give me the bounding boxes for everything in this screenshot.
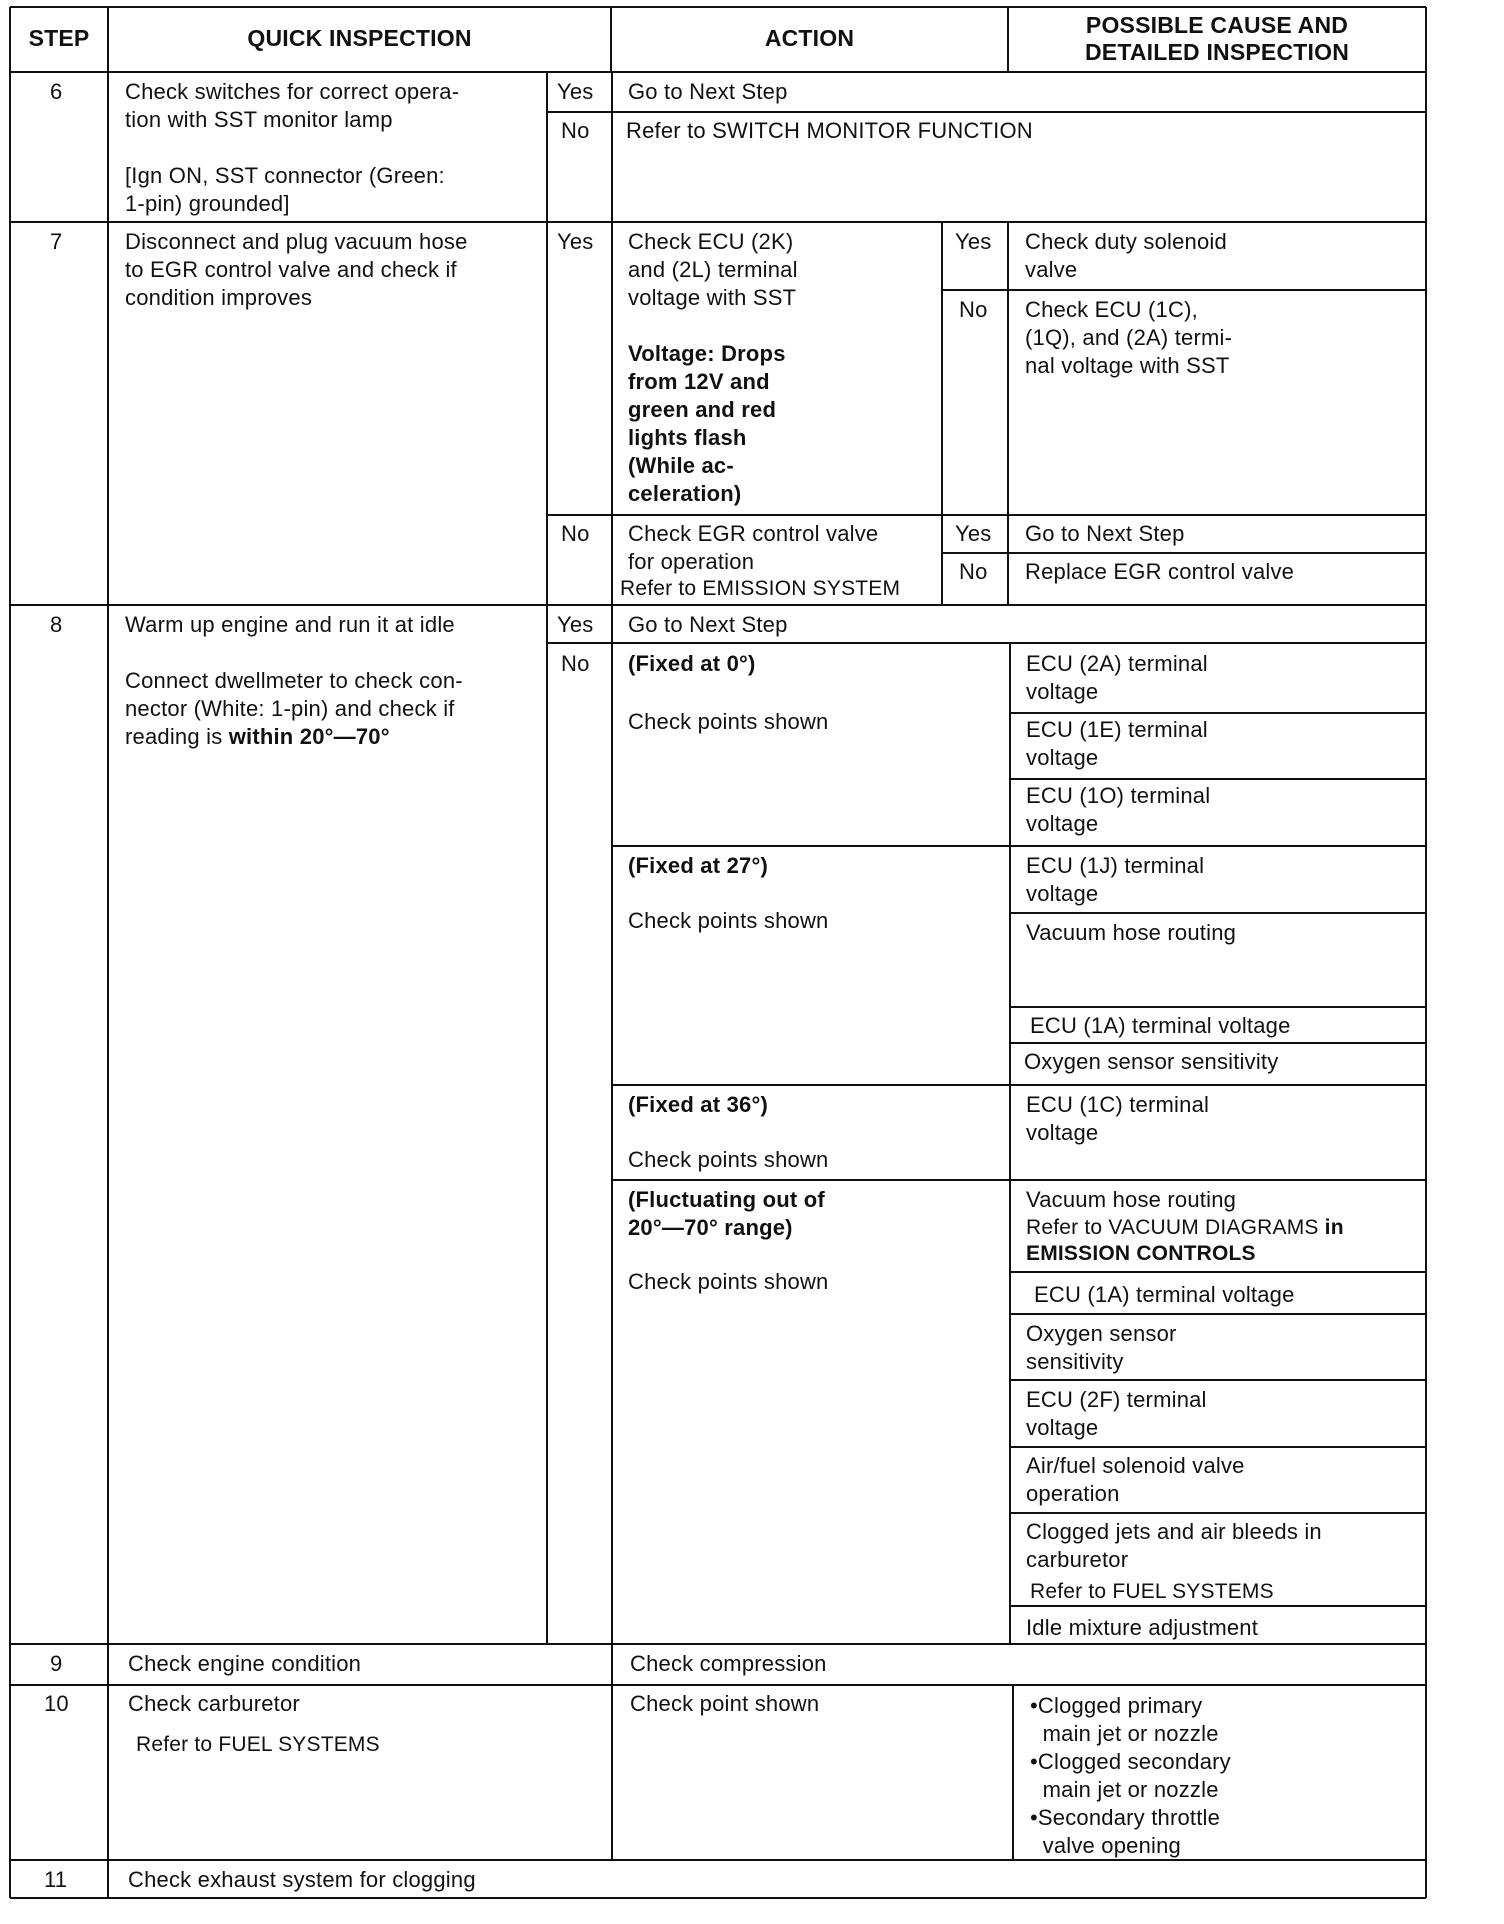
step-number-11: 11 (44, 1867, 68, 1892)
cause-oxygen-sensor-sensitivity: Oxygen sensor sensitivity (1024, 1049, 1279, 1074)
step8-reading (125, 723, 390, 751)
step8-yes-action: Go to Next Step (628, 612, 788, 637)
step7-yes-yes-label: Yes (955, 229, 992, 254)
step11-inspection: Check exhaust system for clogging (128, 1867, 476, 1892)
step6-no-label: No (561, 118, 590, 143)
cause-clogged-jets: Clogged jets and air bleeds in carburetor (1026, 1519, 1322, 1572)
cause-vacuum-hose-routing: Vacuum hose routing (1026, 920, 1237, 945)
step6-no-action: Refer to SWITCH MONITOR FUNCTION (626, 118, 1033, 143)
header-possible-cause: POSSIBLE CAUSE AND DETAILED INSPECTION (1084, 12, 1350, 65)
step8-inspection: Warm up engine and run it at idle (125, 612, 455, 637)
step8-inspection-detail: Connect dwellmeter to check con- nector (White: 1-pin) and check if (125, 668, 463, 721)
step8-fixed-0-condition: (Fixed at 0°) (628, 651, 756, 676)
step-number-6: 6 (50, 79, 63, 104)
cause-oxygen-sensor-sensitivity-2: Oxygen sensor sensitivity (1026, 1321, 1177, 1374)
step7-yes-yes-cause: Check duty solenoid valve (1025, 229, 1227, 282)
step7-emission-ref: Refer to EMISSION SYSTEM (620, 577, 901, 600)
step7-voltage-spec: Voltage: Drops from 12V and green and red lights flash (While ac- celeration) (628, 341, 786, 506)
cause-ecu-1a-voltage-2: ECU (1A) terminal voltage (1034, 1282, 1295, 1307)
step7-yes-no-cause: Check ECU (1C), (1Q), and (2A) termi- nal voltage with SST (1025, 297, 1233, 378)
cause-clogged-primary-jet: •Clogged primary main jet or nozzle (1030, 1693, 1219, 1746)
step6-yes-action: Go to Next Step (628, 79, 788, 104)
cause-ecu-2a-voltage: ECU (2A) terminal voltage (1026, 651, 1208, 704)
cause-secondary-throttle: •Secondary throttle valve opening (1030, 1805, 1221, 1858)
step8-fixed-36-condition: (Fixed at 36°) (628, 1092, 768, 1117)
step-number-8: 8 (50, 612, 63, 637)
step8-fixed-27-action: Check points shown (628, 908, 829, 933)
step10-action: Check point shown (630, 1691, 820, 1716)
cause-ecu-1j-voltage: ECU (1J) terminal voltage (1026, 853, 1205, 906)
step7-no-yes-label: Yes (955, 521, 992, 546)
emission-controls-ref: EMISSION CONTROLS (1026, 1242, 1256, 1265)
step-number-7: 7 (50, 229, 63, 254)
step8-fluctuating-action: Check points shown (628, 1269, 829, 1294)
step6-condition: [Ign ON, SST connector (Green: 1-pin) grounded] (125, 163, 445, 216)
fuel-systems-ref: Refer to FUEL SYSTEMS (1030, 1580, 1274, 1603)
step10-inspection: Check carburetor (128, 1691, 300, 1716)
step7-no-action: Check EGR control valve for operation (628, 521, 879, 574)
step8-fixed-27-condition: (Fixed at 27°) (628, 853, 768, 878)
step7-no-label: No (561, 521, 590, 546)
step10-fuel-systems-ref: Refer to FUEL SYSTEMS (136, 1733, 380, 1756)
vacuum-diagrams-ref-in: in (1324, 1216, 1344, 1239)
step8-yes-label: Yes (557, 612, 594, 637)
step7-yes-action: Check ECU (2K) and (2L) terminal voltage with SST (628, 229, 798, 310)
step7-no-no-label: No (959, 559, 988, 584)
cause-idle-mixture: Idle mixture adjustment (1026, 1615, 1259, 1640)
cause-ecu-1e-voltage: ECU (1E) terminal voltage (1026, 717, 1208, 770)
cause-ecu-1a-voltage: ECU (1A) terminal voltage (1030, 1013, 1291, 1038)
step9-action: Check compression (630, 1651, 827, 1676)
step9-inspection: Check engine condition (128, 1651, 362, 1676)
step8-fixed-0-action: Check points shown (628, 709, 829, 734)
step-number-9: 9 (50, 1651, 63, 1676)
cause-clogged-secondary-jet: •Clogged secondary main jet or nozzle (1030, 1749, 1231, 1802)
cause-vacuum-hose-routing-2: Vacuum hose routing (1026, 1187, 1237, 1212)
cause-air-fuel-solenoid: Air/fuel solenoid valve operation (1026, 1453, 1245, 1506)
cause-ecu-1c-voltage: ECU (1C) terminal voltage (1026, 1092, 1210, 1145)
step7-no-yes-cause: Go to Next Step (1025, 521, 1185, 546)
step7-yes-no-label: No (959, 297, 988, 322)
cause-ecu-2f-voltage: ECU (2F) terminal voltage (1026, 1387, 1207, 1440)
vacuum-diagrams-ref-text: Refer to VACUUM DIAGRAMS (1026, 1216, 1325, 1239)
step8-reading-range: within 20°—70° (228, 724, 390, 749)
vacuum-diagrams-ref (1026, 1214, 1344, 1242)
step8-fluctuating-condition: (Fluctuating out of 20°—70° range) (628, 1187, 825, 1240)
step8-reading-prefix: reading is (125, 724, 229, 749)
step8-fixed-36-action: Check points shown (628, 1147, 829, 1172)
header-quick-inspection: QUICK INSPECTION (247, 25, 472, 51)
step7-yes-label: Yes (557, 229, 594, 254)
header-action: ACTION (764, 25, 855, 51)
header-step: STEP (28, 25, 90, 51)
step7-no-no-cause: Replace EGR control valve (1025, 559, 1295, 584)
cause-ecu-1o-voltage: ECU (1O) terminal voltage (1026, 783, 1211, 836)
step6-inspection: Check switches for correct opera- tion with SST monitor lamp (125, 79, 460, 132)
step7-inspection: Disconnect and plug vacuum hose to EGR control valve and check if condition improves (125, 229, 468, 310)
step8-no-label: No (561, 651, 590, 676)
step6-yes-label: Yes (557, 79, 594, 104)
step-number-10: 10 (44, 1691, 69, 1716)
